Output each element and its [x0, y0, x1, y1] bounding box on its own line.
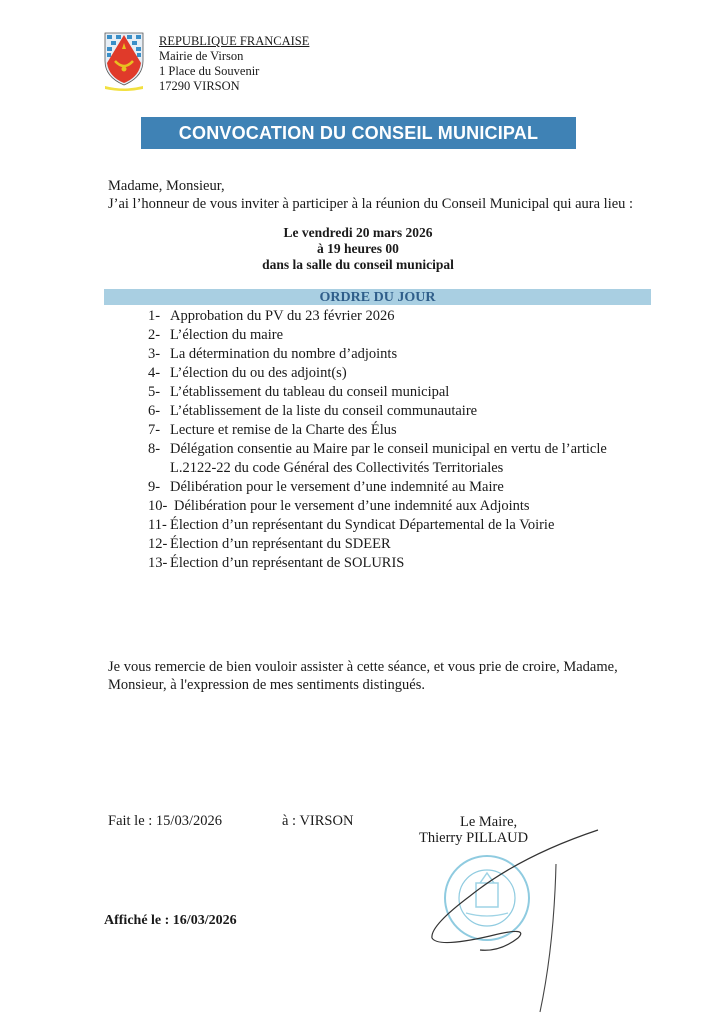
agenda-item-number: 7- [148, 422, 161, 438]
place-signed: à : VIRSON [282, 813, 354, 829]
agenda-item-text: La détermination du nombre d’adjoints [170, 346, 398, 362]
mayor-signature-icon [420, 826, 610, 1016]
document-title: CONVOCATION DU CONSEIL MUNICIPAL [141, 117, 576, 149]
agenda-item [148, 516, 607, 535]
agenda-item-text: L’élection du ou des adjoint(s) [170, 365, 347, 381]
agenda-item [148, 345, 607, 364]
agenda-item-number: 12- [148, 536, 168, 552]
agenda-title: ORDRE DU JOUR [104, 289, 651, 305]
agenda-item-number: 10- [148, 498, 168, 514]
agenda-item-number: 6- [148, 403, 161, 419]
agenda-item [148, 478, 607, 497]
agenda-item-number: 2- [148, 327, 161, 343]
posted-date: Affiché le : 16/03/2026 [104, 913, 237, 928]
agenda-item-text: L’établissement du tableau du conseil municipal [170, 384, 450, 400]
closing-line-2: Monsieur, à l'expression de mes sentiments distingués. [108, 677, 425, 693]
agenda-item-text: Élection d’un représentant du SDEER [170, 536, 391, 552]
agenda-item-number: 13- [148, 555, 168, 571]
agenda-item-text: Lecture et remise de la Charte des Élus [170, 422, 397, 438]
agenda-item [148, 307, 607, 326]
mayor-title: Le Maire, [460, 814, 518, 830]
agenda-item [148, 326, 607, 345]
header-republique: REPUBLIQUE FRANCAISE [159, 34, 310, 48]
agenda-item [148, 383, 607, 402]
agenda-item-text: Délégation consentie au Maire par le conseil municipal en vertu de l’article L.2122-22 du code Général des Collectivités Territoriales [170, 441, 607, 476]
closing-line-1: Je vous remercie de bien vouloir assister à cette séance, et vous prie de croire, Madame, [108, 659, 618, 675]
agenda-item-number: 11- [148, 517, 167, 533]
agenda-item-number: 8- [148, 441, 161, 457]
header-address: 1 Place du Souvenir [159, 64, 260, 78]
agenda-item [148, 535, 607, 554]
agenda-item-text: Élection d’un représentant de SOLURIS [170, 555, 405, 571]
date-signed: Fait le : 15/03/2026 [108, 813, 222, 829]
greeting: Madame, Monsieur, [108, 178, 225, 194]
agenda-item-text: Délibération pour le versement d’une indemnité au Maire [170, 479, 504, 495]
agenda-item-number: 5- [148, 384, 161, 400]
header-mairie: Mairie de Virson [159, 49, 244, 63]
meeting-time: à 19 heures 00 [317, 241, 399, 256]
agenda-item [148, 497, 607, 516]
agenda-item [148, 402, 607, 421]
agenda-item-number: 1- [148, 308, 161, 324]
meeting-date: Le vendredi 20 mars 2026 [283, 225, 433, 240]
intro-text: J’ai l’honneur de vous inviter à participer à la réunion du Conseil Municipal qui aura lieu : [108, 196, 634, 212]
agenda-item [148, 364, 607, 383]
coat-of-arms-icon [103, 31, 145, 91]
meeting-place: dans la salle du conseil municipal [262, 257, 454, 272]
mayor-name: Thierry PILLAUD [419, 830, 529, 846]
agenda-item [148, 554, 607, 573]
header-postcode: 17290 VIRSON [159, 79, 240, 93]
agenda-item-text: L’établissement de la liste du conseil communautaire [170, 403, 478, 419]
agenda-item-number: 4- [148, 365, 161, 381]
agenda-item-text: Élection d’un représentant du Syndicat Départemental de la Voirie [170, 517, 555, 533]
agenda-item-text: Approbation du PV du 23 février 2026 [170, 308, 395, 324]
agenda-item-text: Délibération pour le versement d’une indemnité aux Adjoints [174, 498, 530, 514]
agenda-item [148, 440, 607, 478]
agenda-list [148, 307, 607, 573]
agenda-item-number: 9- [148, 479, 161, 495]
agenda-item-text: L’élection du maire [170, 327, 284, 343]
agenda-item-number: 3- [148, 346, 161, 362]
agenda-item [148, 421, 607, 440]
